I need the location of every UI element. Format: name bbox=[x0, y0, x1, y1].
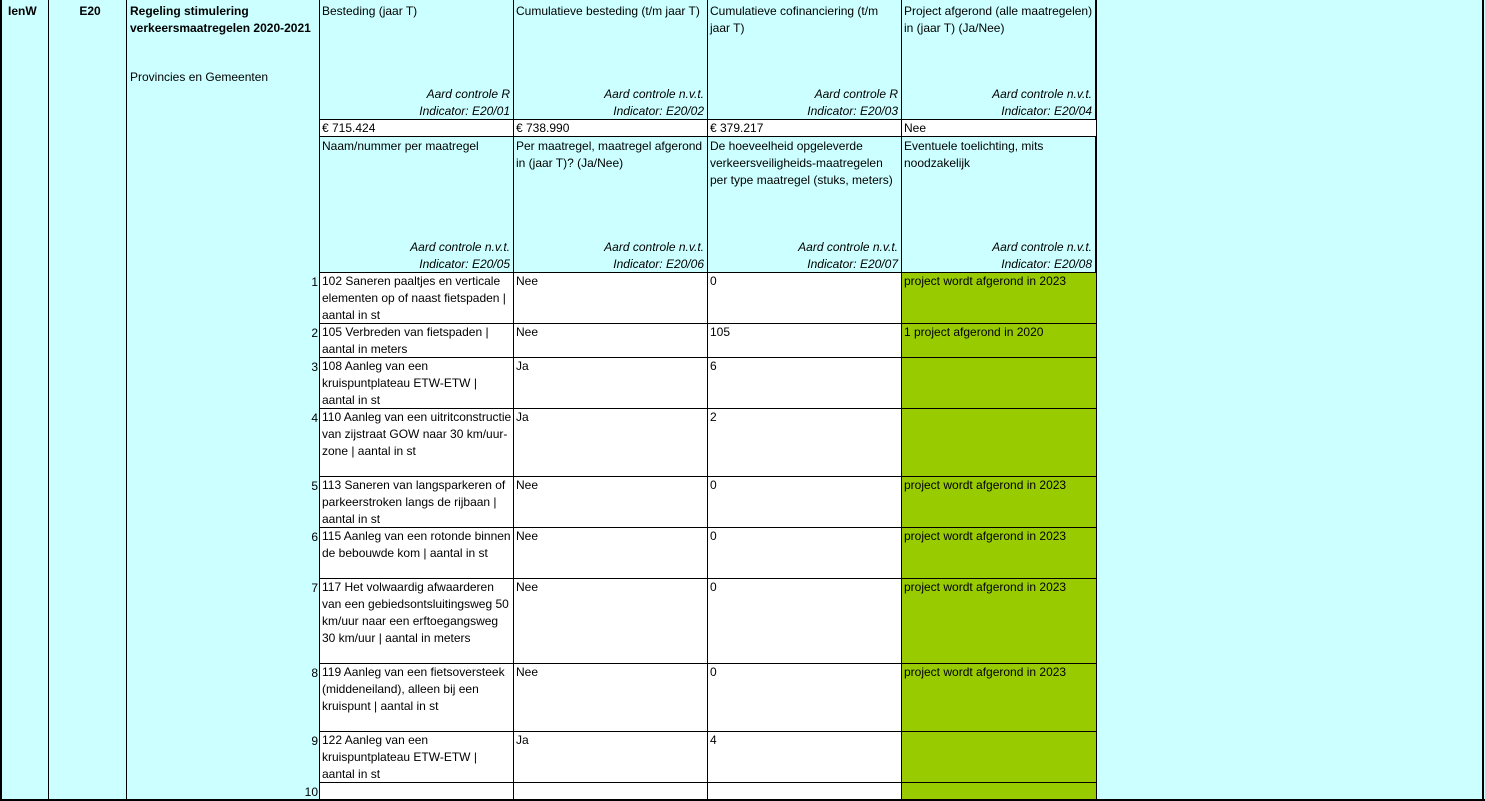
row-number: 10 bbox=[304, 785, 318, 799]
column-divider bbox=[319, 0, 320, 801]
note-cell[interactable] bbox=[902, 732, 1096, 783]
header-label: Project afgerond (alle maatregelen) in (jaar T) (Ja/Nee) bbox=[904, 4, 1093, 35]
ministry-code: IenW bbox=[8, 4, 37, 18]
note-cell[interactable]: project wordt afgerond in 2023 bbox=[902, 579, 1096, 664]
quantity-cell[interactable]: 0 bbox=[708, 273, 902, 324]
row-number: 9 bbox=[311, 734, 318, 748]
indicator-code: Indicator: E20/01 bbox=[419, 104, 510, 118]
value-cell[interactable]: € 715.424 bbox=[320, 120, 514, 137]
header-label: Besteding (jaar T) bbox=[322, 4, 418, 18]
completed-cell[interactable]: Ja bbox=[514, 732, 708, 783]
measure-name-cell[interactable]: 102 Saneren paaltjes en verticale elementen op of naast fietspaden | aantal in st bbox=[320, 273, 514, 324]
row-divider bbox=[320, 408, 1096, 409]
measure-name-cell[interactable]: 119 Aanleg van een fietsoversteek (middeneiland), alleen bij een kruispunt | aantal in st bbox=[320, 664, 514, 732]
completed-cell[interactable]: Nee bbox=[514, 528, 708, 579]
column-divider bbox=[901, 0, 902, 801]
note-cell[interactable] bbox=[902, 409, 1096, 477]
measure-name-cell[interactable] bbox=[320, 783, 514, 799]
note-cell[interactable]: 1 project afgerond in 2020 bbox=[902, 324, 1096, 358]
row-number: 6 bbox=[311, 530, 318, 544]
control-type: Aard controle n.v.t. bbox=[992, 87, 1092, 101]
header-label: Naam/nummer per maatregel bbox=[322, 139, 479, 153]
header-label: Eventuele toelichting, mits noodzakelijk bbox=[904, 139, 1044, 170]
completed-cell[interactable]: Nee bbox=[514, 664, 708, 732]
header-label: De hoeveelheid opgeleverde verkeersveiligheids-maatregelen per type maatregel (stuks, meters) bbox=[710, 139, 893, 187]
quantity-cell[interactable]: 2 bbox=[708, 409, 902, 477]
row-number: 2 bbox=[311, 326, 318, 340]
measure-name-cell[interactable]: 122 Aanleg van een kruispuntplateau ETW-ETW | aantal in st bbox=[320, 732, 514, 783]
row-number: 4 bbox=[311, 411, 318, 425]
completed-cell[interactable]: Nee bbox=[514, 324, 708, 358]
note-cell[interactable]: project wordt afgerond in 2023 bbox=[902, 477, 1096, 528]
quantity-cell[interactable]: 105 bbox=[708, 324, 902, 358]
control-type: Aard controle R bbox=[814, 87, 898, 101]
row-divider bbox=[320, 476, 1096, 477]
measure-name-cell[interactable]: 110 Aanleg van een uitritconstructie van zijstraat GOW naar 30 km/uur-zone | aantal in st bbox=[320, 409, 514, 477]
quantity-cell[interactable]: 0 bbox=[708, 477, 902, 528]
row-divider bbox=[320, 323, 1096, 324]
header-label: Cumulatieve cofinanciering (t/m jaar T) bbox=[710, 4, 879, 35]
row-divider bbox=[320, 578, 1096, 579]
row-divider bbox=[320, 357, 1096, 358]
measure-name-cell[interactable]: 113 Saneren van langsparkeren of parkeerstroken langs de rijbaan | aantal in st bbox=[320, 477, 514, 528]
control-type: Aard controle n.v.t. bbox=[604, 240, 704, 254]
row-number: 3 bbox=[311, 360, 318, 374]
completed-cell[interactable]: Nee bbox=[514, 273, 708, 324]
control-type: Aard controle n.v.t. bbox=[604, 87, 704, 101]
regulation-title: Regeling stimulering verkeersmaatregelen 2020-2021 bbox=[130, 4, 311, 35]
row-number: 8 bbox=[311, 666, 318, 680]
header-label: Cumulatieve besteding (t/m jaar T) bbox=[516, 4, 700, 18]
header-divider bbox=[320, 136, 1096, 137]
quantity-cell[interactable] bbox=[708, 783, 902, 799]
column-divider bbox=[513, 0, 514, 801]
quantity-cell[interactable]: 0 bbox=[708, 579, 902, 664]
note-cell[interactable]: project wordt afgerond in 2023 bbox=[902, 273, 1096, 324]
quantity-cell[interactable]: 4 bbox=[708, 732, 902, 783]
measure-name-cell[interactable]: 115 Aanleg van een rotonde binnen de bebouwde kom | aantal in st bbox=[320, 528, 514, 579]
indicator-code: Indicator: E20/02 bbox=[613, 104, 704, 118]
measure-name-cell[interactable]: 117 Het volwaardig afwaarderen van een gebiedsontsluitingsweg 50 km/uur naar een erftoegangsweg 30 km/uur | aantal in meters bbox=[320, 579, 514, 664]
control-type: Aard controle n.v.t. bbox=[798, 240, 898, 254]
completed-cell[interactable]: Nee bbox=[514, 477, 708, 528]
quantity-cell[interactable]: 0 bbox=[708, 528, 902, 579]
quantity-cell[interactable]: 6 bbox=[708, 358, 902, 409]
header-divider bbox=[320, 119, 1096, 120]
row-divider bbox=[320, 731, 1096, 732]
quantity-cell[interactable]: 0 bbox=[708, 664, 902, 732]
indicator-code: Indicator: E20/07 bbox=[807, 257, 898, 271]
row-number: 1 bbox=[311, 275, 318, 289]
value-cell[interactable]: € 379.217 bbox=[708, 120, 902, 137]
row-divider bbox=[320, 782, 1096, 783]
indicator-code: Indicator: E20/04 bbox=[1001, 104, 1092, 118]
value-cell[interactable]: € 738.990 bbox=[514, 120, 708, 137]
row-divider bbox=[320, 663, 1096, 664]
completed-cell[interactable]: Ja bbox=[514, 358, 708, 409]
recipients-text: Provincies en Gemeenten bbox=[130, 70, 269, 84]
completed-cell[interactable]: Ja bbox=[514, 409, 708, 477]
note-cell[interactable] bbox=[902, 358, 1096, 409]
note-cell[interactable]: project wordt afgerond in 2023 bbox=[902, 664, 1096, 732]
indicator-code: Indicator: E20/06 bbox=[613, 257, 704, 271]
note-cell[interactable] bbox=[902, 783, 1096, 799]
indicator-code: Indicator: E20/08 bbox=[1001, 257, 1092, 271]
row-divider bbox=[320, 527, 1096, 528]
measure-name-cell[interactable]: 105 Verbreden van fietspaden | aantal in meters bbox=[320, 324, 514, 358]
control-type: Aard controle n.v.t. bbox=[410, 240, 510, 254]
header-label: Per maatregel, maatregel afgerond in (jaar T)? (Ja/Nee) bbox=[516, 139, 703, 170]
note-cell[interactable]: project wordt afgerond in 2023 bbox=[902, 528, 1096, 579]
row-number: 7 bbox=[311, 581, 318, 595]
value-cell[interactable]: Nee bbox=[902, 120, 1096, 137]
column-divider bbox=[707, 0, 708, 801]
control-type: Aard controle n.v.t. bbox=[992, 240, 1092, 254]
measure-name-cell[interactable]: 108 Aanleg van een kruispuntplateau ETW-ETW | aantal in st bbox=[320, 358, 514, 409]
row-divider bbox=[320, 272, 1096, 273]
indicator-code: Indicator: E20/05 bbox=[419, 257, 510, 271]
regulation-code: E20 bbox=[79, 4, 101, 18]
completed-cell[interactable] bbox=[514, 783, 708, 799]
completed-cell[interactable]: Nee bbox=[514, 579, 708, 664]
control-type: Aard controle R bbox=[426, 87, 510, 101]
indicator-code: Indicator: E20/03 bbox=[807, 104, 898, 118]
row-number: 5 bbox=[311, 479, 318, 493]
